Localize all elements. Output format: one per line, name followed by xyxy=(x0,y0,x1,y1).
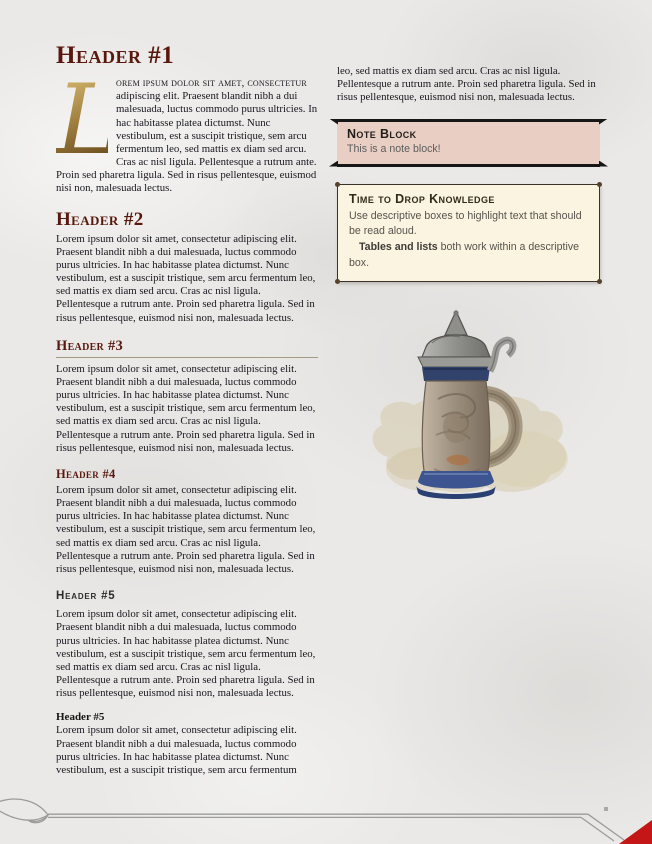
two-column-layout xyxy=(56,42,600,777)
paragraph: Lorem ipsum dolor sit amet, consectetur adipiscing elit. Praesent blandit nibh a dui malesuada, luctus commodo purus ultricies. In hac habitasse platea dictumst. Nunc vestibulum, est a suscipit tristique, sem arcu fermentum leo, sed mattis ex diam sed arcu. Cras ac nisl ligula. Pellentesque a rutrum ante. Proin sed pharetra ligula. Sed in risus pellentesque, euismod nisi non, malesuada lectus. xyxy=(56,483,316,575)
note-corner-wedge-icon xyxy=(599,119,608,125)
dropcap-body-text: adipiscing elit. Praesent blandit nibh a dui malesuada, luctus commodo purus ultricies. In hac habitasse platea dictumst. Nunc vestibulum, est a suscipit tristique, sem arcu fermentum leo, sed mattis ex diam sed arcu. Cras ac nisl ligula. Pellentesque a rutrum ante. Proin sed pharetra ligula. Sed in risus pellentesque, euismod nisi non, malesuada lectus. xyxy=(56,90,318,195)
right-column xyxy=(337,42,600,777)
note-corner-wedge-icon xyxy=(329,119,338,125)
dropcap-letter: L xyxy=(56,64,120,176)
corner-dot-icon xyxy=(597,182,602,187)
note-block-text: This is a note block! xyxy=(347,142,441,155)
corner-dot-icon xyxy=(335,279,340,284)
beer-stein-illustration-svg xyxy=(356,309,582,505)
stein-image xyxy=(337,309,600,510)
footer-red-triangle-icon xyxy=(619,820,652,844)
section-heading-h5: Header #5 xyxy=(56,590,116,603)
note-block-title: Note Block xyxy=(347,126,417,141)
dropcap-lead-smallcaps: orem ipsum dolor sit amet, consectetur xyxy=(116,77,307,89)
note-block xyxy=(337,119,600,167)
paragraph-truncated: Lorem ipsum dolor sit amet, consectetur adipiscing elit. Praesent blandit nibh a dui malesuada, luctus commodo purus ultricies. In hac habitasse platea dictumst. Nunc vestibulum, est a suscipit tristique, sem arcu fermentum xyxy=(56,724,297,776)
paragraph: Lorem ipsum dolor sit amet, consectetur adipiscing elit. Praesent blandit nibh a dui malesuada, luctus commodo purus ultricies. In hac habitasse platea dictumst. Nunc vestibulum, est a suscipit tristique, sem arcu fermentum leo, sed mattis ex diam sed arcu. Cras ac nisl ligula. Pellentesque a rutrum ante. Proin sed pharetra ligula. Sed in risus pellentesque, euismod nisi non, malesuada lectus. xyxy=(56,232,316,324)
descriptive-box-text: Use descriptive boxes to highlight text that should be read aloud. xyxy=(349,209,582,237)
paragraph: Lorem ipsum dolor sit amet, consectetur adipiscing elit. Praesent blandit nibh a dui malesuada, luctus commodo purus ultricies. In hac habitasse platea dictumst. Nunc vestibulum, est a suscipit tristique, sem arcu fermentum leo, sed mattis ex diam sed arcu. Cras ac nisl ligula. Pellentesque a rutrum ante. Proin sed pharetra ligula. Sed in risus pellentesque, euismod nisi non, malesuada lectus. xyxy=(56,608,316,700)
corner-dot-icon xyxy=(335,182,340,187)
section-heading-h4: Header #4 xyxy=(56,466,116,481)
continuation-paragraph: leo, sed mattis ex diam sed arcu. Cras ac nisl ligula. Pellentesque a rutrum ante. Proin sed pharetra ligula. Sed in risus pellentesque, euismod nisi non, malesuada lectus. xyxy=(337,65,596,104)
section-heading-h1: Header #1 xyxy=(56,42,175,69)
footer-flourish-icon xyxy=(0,799,624,841)
descriptive-box xyxy=(337,184,600,282)
left-column xyxy=(56,42,318,777)
footer-decoration xyxy=(0,788,652,844)
corner-dot-icon xyxy=(597,279,602,284)
descriptive-box-title: Time to Drop Knowledge xyxy=(349,191,495,206)
section-heading-h6: Header #5 xyxy=(56,711,105,724)
descriptive-bold-rest: both work within a descriptive box. xyxy=(349,241,580,269)
note-corner-wedge-icon xyxy=(329,161,338,167)
dropcap-paragraph xyxy=(56,64,318,196)
note-corner-wedge-icon xyxy=(599,161,608,167)
descriptive-bold-lead: Tables and lists xyxy=(359,241,438,254)
section-heading-h2: Header #2 xyxy=(56,208,144,230)
descriptive-box-text-indented xyxy=(349,240,588,271)
paragraph: Lorem ipsum dolor sit amet, consectetur adipiscing elit. Praesent blandit nibh a dui malesuada, luctus commodo purus ultricies. In hac habitasse platea dictumst. Nunc vestibulum, est a suscipit tristique, sem arcu fermentum leo, sed mattis ex diam sed arcu. Cras ac nisl ligula. Pellentesque a rutrum ante. Proin sed pharetra ligula. Sed in risus pellentesque, euismod nisi non, malesuada lectus. xyxy=(56,362,316,454)
section-heading-h3: Header #3 xyxy=(56,338,318,358)
footer-square-dot-icon xyxy=(604,807,608,811)
